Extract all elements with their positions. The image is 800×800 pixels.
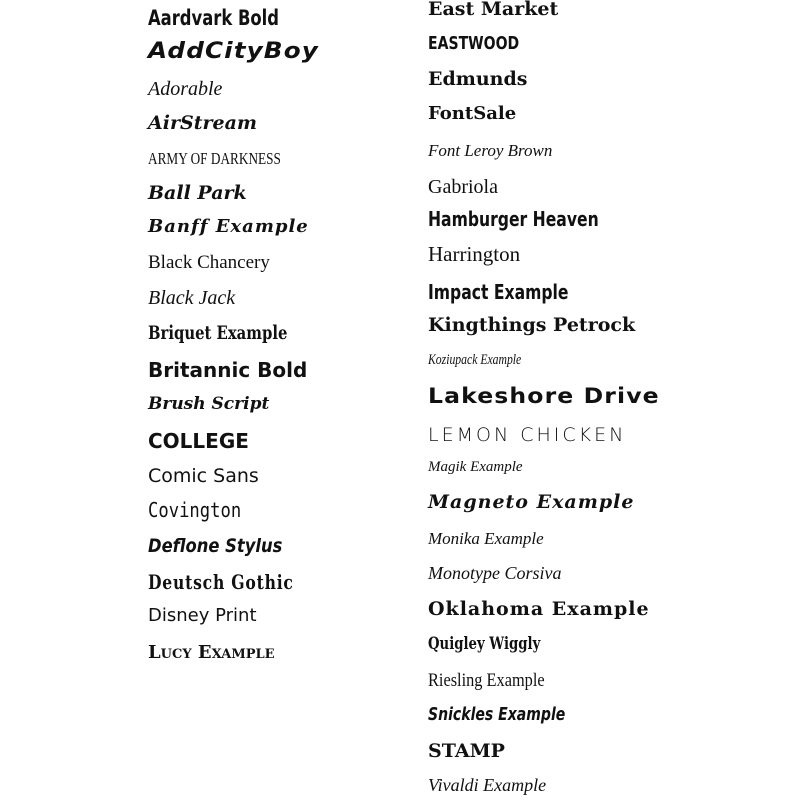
font-sample-magik-example: Magik Example [428, 459, 523, 475]
font-sample-hamburger-heaven: Hamburger Heaven [428, 207, 599, 231]
font-sample-east-market: East Market [428, 0, 559, 20]
font-sample-riesling-example: Riesling Example [428, 670, 545, 691]
font-sample-banff-example: Banff Example [148, 216, 309, 237]
font-sample-adorable: Adorable [148, 78, 223, 100]
font-sample-monotype-corsiva: Monotype Corsiva [428, 563, 562, 583]
font-sample-koziupack-example: Koziupack Example [428, 352, 522, 368]
font-sample-aardvark-bold: Aardvark Bold [148, 6, 280, 30]
font-sample-harrington: Harrington [428, 242, 521, 266]
font-sample-gabriola: Gabriola [428, 176, 498, 198]
font-sample-oklahoma-example: Oklahoma Example [428, 598, 650, 620]
font-sample-font-leroy-brown: Font Leroy Brown [428, 141, 553, 160]
font-sample-black-chancery: Black Chancery [148, 252, 270, 273]
font-sample-deutsch-gothic: Deutsch Gothic [148, 570, 294, 594]
font-sample-airstream: AirStream [148, 112, 257, 134]
font-sample-edmunds: Edmunds [428, 68, 528, 90]
font-sample-fontsale: FontSale [428, 103, 517, 124]
font-sample-stamp: STAMP [428, 740, 505, 762]
font-sample-ball-park: Ball Park [148, 182, 247, 204]
font-sample-comic-sans: Comic Sans [148, 465, 259, 487]
font-sample-eastwood: EASTWOOD [428, 33, 520, 54]
font-sample-addcityboy: AddCityBoy [148, 39, 319, 64]
font-sample-college: COLLEGE [148, 429, 249, 453]
font-sample-disney-print: Disney Print [148, 605, 257, 626]
font-sample-vivaldi-example: Vivaldi Example [428, 775, 547, 795]
font-sample-deflone-stylus: Deflone Stylus [148, 535, 283, 557]
font-sample-kingthings-petrock: Kingthings Petrock [428, 314, 636, 336]
font-sample-army-of-darkness: ARMY OF DARKNESS [148, 149, 281, 168]
font-sample-black-jack: Black Jack [148, 287, 236, 309]
font-sample-quigley-wiggly: Quigley Wiggly [428, 634, 541, 654]
font-sample-briquet-example: Briquet Example [148, 322, 288, 344]
font-sample-covington: Covington [148, 498, 242, 522]
font-sample-brush-script: Brush Script [148, 394, 270, 414]
font-sample-lemon-chicken: LEMON CHICKEN [428, 424, 627, 446]
font-sample-magneto-example: Magneto Example [428, 491, 635, 513]
font-sample-snickles-example: Snickles Example [428, 704, 566, 725]
font-sample-britannic-bold: Britannic Bold [148, 358, 308, 382]
font-sample-impact-example: Impact Example [428, 280, 569, 304]
font-sample-lakeshore-drive: Lakeshore Drive [428, 384, 660, 408]
font-sample-lucy-example: Lucy Example [148, 642, 275, 663]
font-sample-monika-example: Monika Example [428, 529, 544, 548]
